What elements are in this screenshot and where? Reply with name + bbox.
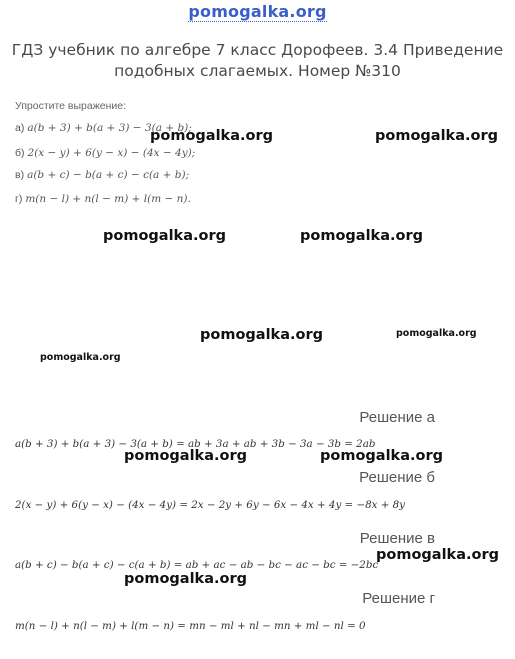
task-expression: a(b + c) − b(a + c) − c(a + b);	[27, 169, 190, 181]
watermark: pomogalka.org	[150, 128, 273, 144]
solution-title-c: Решение в	[359, 530, 435, 547]
watermark: pomogalka.org	[124, 448, 247, 464]
site-header-link[interactable]: pomogalka.org	[188, 2, 327, 21]
solution-title-a: Решение а	[359, 409, 435, 426]
task-label: в)	[15, 169, 25, 181]
watermark: pomogalka.org	[300, 228, 423, 244]
watermark: pomogalka.org	[40, 352, 121, 363]
task-expression: 2(x − y) + 6(y − x) − (4x − 4y);	[27, 147, 196, 159]
task-label: б)	[15, 147, 25, 159]
solution-text-d: m(n − l) + n(l − m) + l(m − n) = mn − ml + nl − mn + ml − nl = 0	[15, 620, 366, 632]
task-item-d	[15, 193, 191, 205]
watermark: pomogalka.org	[320, 448, 443, 464]
task-label: а)	[15, 122, 25, 134]
task-label: г)	[15, 193, 23, 205]
solution-title-d: Решение г	[362, 590, 435, 607]
solution-text-b: 2(x − y) + 6(y − x) − (4x − 4y) = 2x − 2y + 6y − 6x − 4x + 4y = −8x + 8y	[15, 499, 405, 511]
task-item-c	[15, 169, 189, 181]
watermark: pomogalka.org	[376, 547, 499, 563]
solution-text-c: a(b + c) − b(a + c) − c(a + b) = ab + ac − ab − bc − ac − bc = −2bc	[15, 559, 379, 571]
page-title: ГДЗ учебник по алгебре 7 класс Дорофеев. 3.4 Приведение подобных слагаемых. Номер №310	[11, 41, 504, 80]
watermark: pomogalka.org	[396, 328, 477, 339]
task-expression: m(n − l) + n(l − m) + l(m − n).	[25, 193, 191, 205]
watermark: pomogalka.org	[375, 128, 498, 144]
watermark: pomogalka.org	[200, 327, 323, 343]
task-item-b	[15, 147, 195, 159]
task-expression: a(b + 3) + b(a + 3) − 3(a + b);	[27, 122, 192, 134]
watermark: pomogalka.org	[103, 228, 226, 244]
watermark: pomogalka.org	[124, 571, 247, 587]
solution-title-b: Решение б	[359, 469, 435, 486]
solution-text-a: a(b + 3) + b(a + 3) − 3(a + b) = ab + 3a + ab + 3b − 3a − 3b = 2ab	[15, 438, 376, 450]
task-heading: Упростите выражение:	[15, 100, 127, 112]
